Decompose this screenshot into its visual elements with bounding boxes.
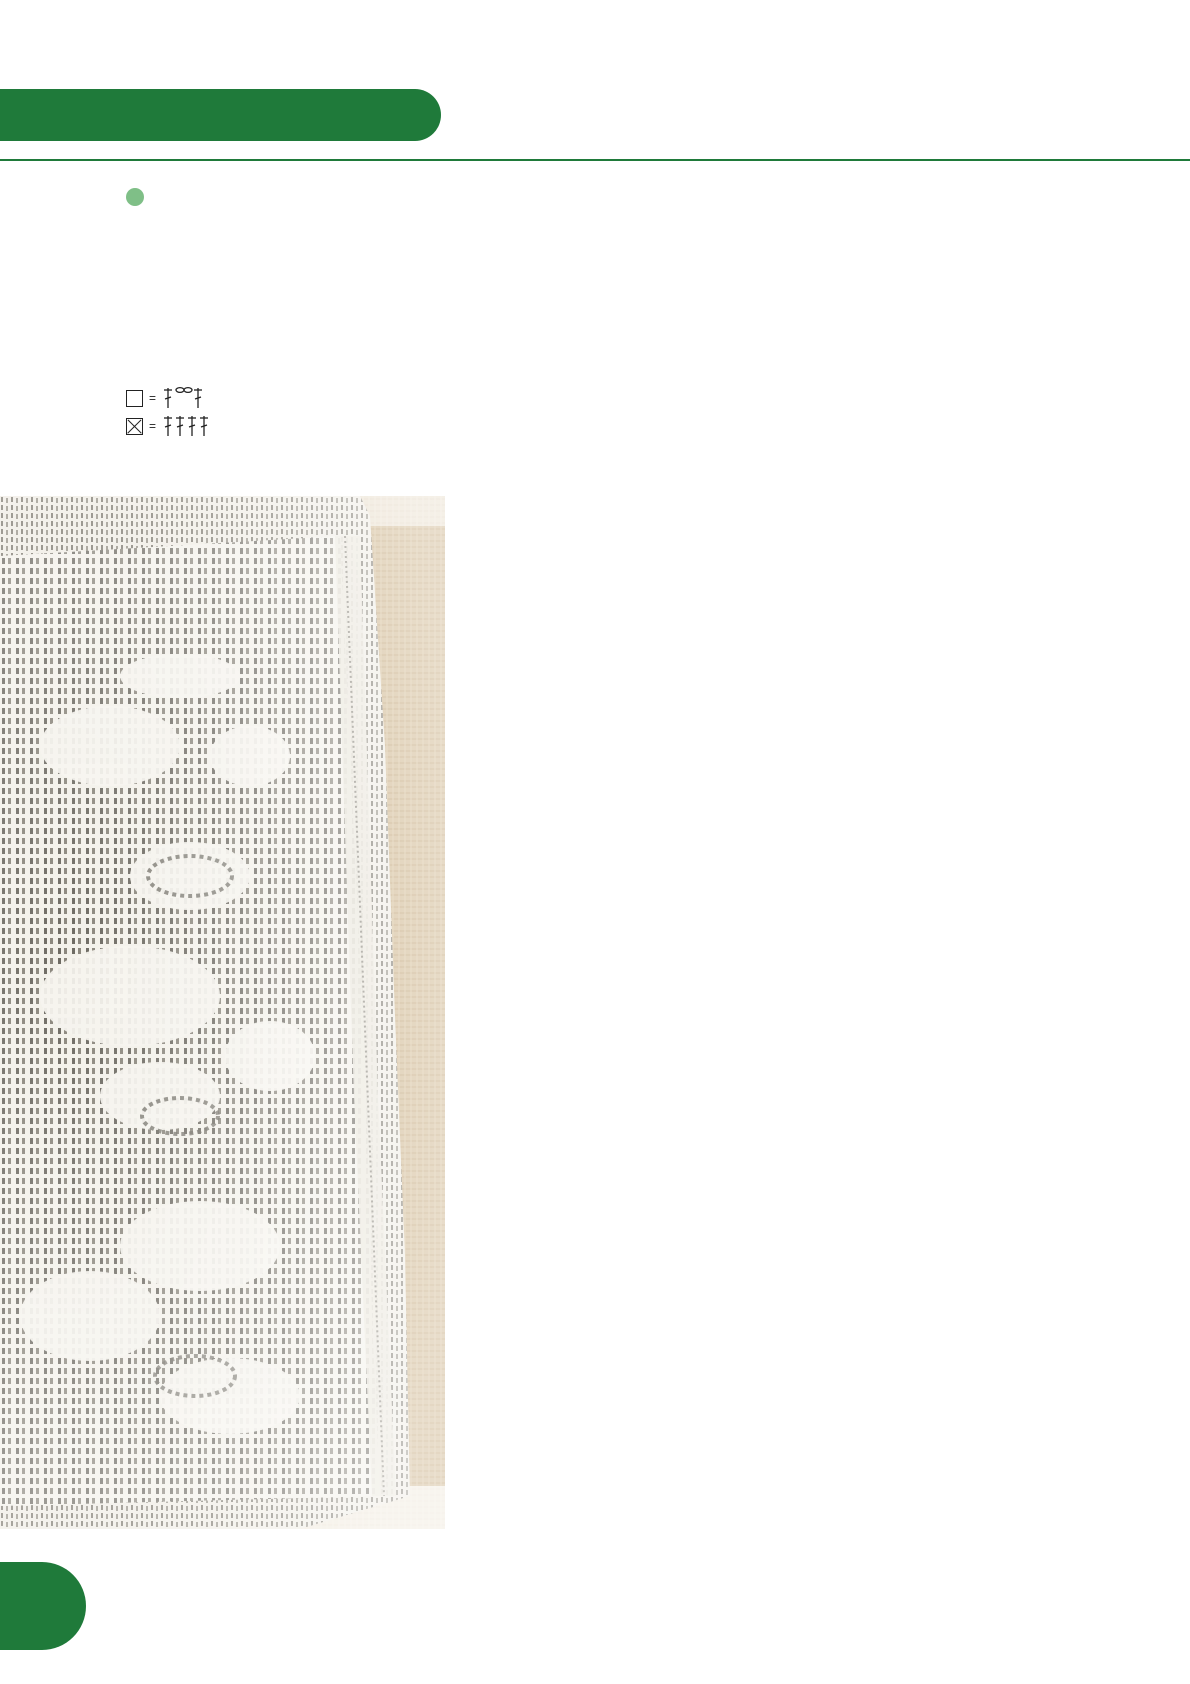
empty-square-icon [126,390,143,407]
legend-list [126,214,446,246]
legend-empty-square: = [126,386,228,410]
legend-item [184,220,446,246]
legend [126,188,446,433]
filled-square-stitches-icon [162,414,222,438]
crossed-square-icon [126,418,143,435]
crochet-diagram-bottom [455,895,1155,1575]
legend-filled-square: = [126,414,228,438]
empty-square-stitches-icon [162,386,222,410]
header-rule [0,159,1190,161]
page-number-tab [0,1562,86,1650]
lace-photo [0,496,445,1529]
header-band [0,89,441,141]
legend-header [126,188,446,206]
bullet-icon [126,188,144,206]
crochet-diagram-top [430,215,1120,875]
